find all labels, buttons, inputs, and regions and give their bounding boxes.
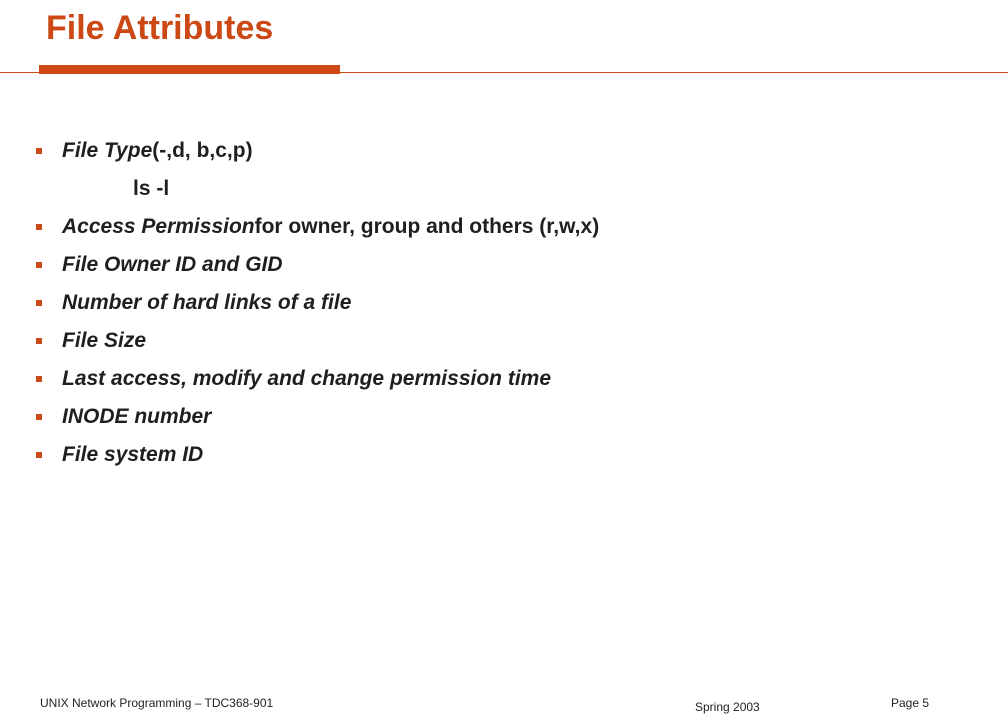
bullet-emphasis: File Size: [62, 329, 147, 352]
bullet-text: (-,d, b,c,p): [152, 139, 253, 162]
footer-term: Spring 2003: [695, 700, 760, 714]
bullet-item: [34, 208, 599, 246]
title-underline-accent: [39, 65, 340, 74]
square-bullet-icon: [36, 376, 42, 382]
bullet-item: [34, 398, 599, 436]
bullet-emphasis: Number of hard links of a file: [62, 291, 352, 314]
square-bullet-icon: [36, 148, 42, 154]
footer-page-number: Page 5: [891, 696, 930, 710]
square-bullet-icon: [36, 300, 42, 306]
bullet-item: [34, 132, 599, 170]
square-bullet-icon: [36, 414, 42, 420]
slide-title: File Attributes: [46, 9, 274, 47]
bullet-subitem: [34, 170, 599, 208]
bullet-list: [34, 132, 599, 474]
bullet-emphasis: File system ID: [62, 443, 204, 466]
footer-course: UNIX Network Programming – TDC368-901: [40, 696, 274, 710]
bullet-emphasis: INODE number: [62, 405, 212, 428]
bullet-subitem-text: ls -l: [133, 177, 170, 200]
square-bullet-icon: [36, 452, 42, 458]
square-bullet-icon: [36, 262, 42, 268]
square-bullet-icon: [36, 224, 42, 230]
bullet-item: [34, 322, 599, 360]
square-bullet-icon: [36, 338, 42, 344]
bullet-item: [34, 436, 599, 474]
bullet-emphasis: Last access, modify and change permission time: [62, 367, 551, 390]
bullet-emphasis: Access Permission: [62, 215, 255, 238]
bullet-emphasis: File Owner ID and GID: [62, 253, 283, 276]
bullet-text: for owner, group and others (r,w,x): [254, 215, 600, 238]
bullet-item: [34, 246, 599, 284]
bullet-item: [34, 360, 599, 398]
bullet-item: [34, 284, 599, 322]
bullet-emphasis: File Type: [62, 139, 153, 162]
